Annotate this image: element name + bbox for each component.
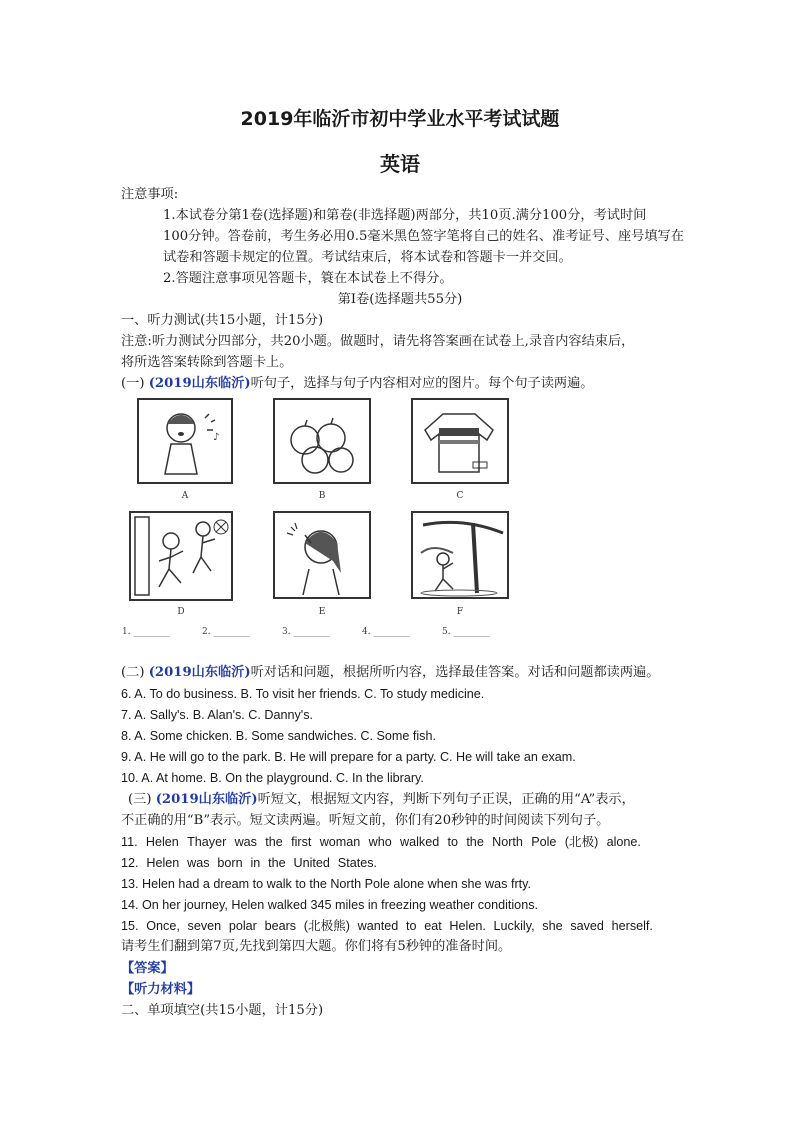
sub3-num: (三) — [128, 792, 152, 807]
picture-c — [411, 398, 509, 484]
picture-d — [129, 511, 233, 601]
picture-f-label: F — [456, 607, 464, 617]
question-11 — [121, 832, 641, 853]
q15-word: she — [542, 919, 563, 933]
section1-note-line1: 注意:听力测试分四部分，共20小题。做题时，请先将答案画在试卷上,录音内容结束后， — [121, 334, 635, 349]
picture-c-label: C — [456, 491, 464, 501]
q15-word: eat — [424, 919, 442, 933]
svg-text:♪: ♪ — [213, 432, 220, 443]
singing-girl-illustration — [139, 400, 231, 482]
sub3-source-tag: (2019山东临沂) — [155, 792, 258, 807]
q15-word: Luckily, — [493, 919, 535, 933]
fruit-illustration — [275, 400, 369, 482]
picture-e — [273, 511, 371, 599]
question-13: 13. Helen had a dream to walk to the North Pole alone when she was frty. — [121, 877, 531, 891]
answer-label: 【答案】 — [121, 961, 174, 976]
q11-word: who — [368, 835, 392, 849]
sub3-text-line1: 听短文，根据短文内容，判断下列句子正误，正确的用“A”表示， — [257, 792, 635, 807]
section1-note-line2: 将所选答案转除到答题卡上。 — [121, 355, 293, 370]
q12-word: in — [250, 856, 261, 870]
q15-word: saved — [570, 919, 604, 933]
q11-word: the — [466, 835, 484, 849]
exam-title: 2019年临沂市初中学业水平考试试题 — [240, 108, 560, 130]
q11-word: Thayer — [187, 835, 227, 849]
listening-material-label: 【听力材料】 — [121, 982, 201, 997]
sub3-instruction-line2: 不正确的用“B”表示。短文读两遍。听短文前，你们有20秒钟的时间阅读下列句子。 — [121, 813, 610, 828]
answer-blank-2[interactable]: 2. ________ — [202, 627, 250, 637]
picture-e-label: E — [318, 607, 326, 617]
question-9: 9. A. He will go to the park. B. He will prepare for a party. C. He will take an exam. — [121, 750, 576, 764]
answer-blank-5[interactable]: 5. ________ — [442, 627, 490, 637]
q11-word: 11. — [121, 835, 138, 849]
tree-climbing-illustration — [413, 513, 507, 597]
question-15 — [121, 916, 653, 937]
q15-word: 15. — [121, 919, 139, 933]
section2-heading: 二、单项填空(共15小题，计15分) — [121, 1003, 324, 1018]
part1-heading: 第I卷(选择题共55分) — [337, 292, 463, 307]
sub3-after-note: 请考生们翻到第7页,先找到第四大题。你们将有5秒钟的准备时间。 — [121, 939, 512, 954]
sub2-text: 听对话和问题，根据所听内容，选择最佳答案。对话和问题都读两遍。 — [250, 665, 660, 680]
q15-word: seven — [187, 919, 222, 933]
running-boy-illustration — [131, 513, 231, 599]
picture-f — [411, 511, 509, 599]
q11-word: walked — [400, 835, 440, 849]
q11-word: the — [265, 835, 283, 849]
notice-item1-line3: 试卷和答题卡规定的位置。考试结束后，将本试卷和答题卡一并交回。 — [163, 250, 572, 265]
sub1-instruction — [121, 373, 683, 394]
q11-word: to — [447, 835, 459, 849]
question-7: 7. A. Sally's. B. Alan's. C. Danny's. — [121, 708, 314, 722]
sub1-num: (一) — [121, 376, 145, 391]
q15-word: polar — [228, 919, 257, 933]
sub2-num: (二) — [121, 665, 145, 680]
sweater-illustration — [413, 400, 507, 482]
question-12 — [121, 853, 377, 874]
notice-item1-line1: 1.本试卷分第1卷(选择题)和第卷(非选择题)两部分，共10页.满分100分，考试时间 — [163, 208, 647, 223]
notice-item2: 2.答题注意事项见答题卡，簑在本试卷上不得分。 — [163, 271, 453, 286]
q15-word: bears — [264, 919, 297, 933]
notice-heading: 注意事项: — [121, 187, 179, 202]
sub2-instruction — [121, 662, 683, 683]
q12-word: born — [217, 856, 243, 870]
sub3-instruction-line1 — [128, 789, 690, 810]
q12-word: was — [187, 856, 210, 870]
q11-word: woman — [319, 835, 361, 849]
answer-blank-1[interactable]: 1. ________ — [122, 627, 170, 637]
question-14: 14. On her journey, Helen walked 345 miles in freezing weather conditions. — [121, 898, 538, 912]
q15-word: (北极熊) — [303, 919, 350, 933]
question-10: 10. A. At home. B. On the playground. C. In the library. — [121, 771, 424, 785]
q11-word: Helen — [145, 835, 179, 849]
q15-word: herself. — [611, 919, 653, 933]
picture-b-label: B — [318, 491, 326, 501]
q11-word: was — [234, 835, 257, 849]
answer-blank-4[interactable]: 4. ________ — [362, 627, 410, 637]
picture-grid — [121, 393, 521, 645]
sub1-source-tag: (2019山东临沂) — [148, 376, 251, 391]
section1-heading: 一、听力测试(共15小题，计15分) — [121, 313, 324, 328]
picture-b — [273, 398, 371, 484]
notice-item1-line2: 100分钟。答卷前，考生务必用0.5毫米黑色签字笔将自己的姓名、准考证号、座号填写在 — [163, 229, 684, 244]
subject-title: 英语 — [380, 152, 420, 176]
sub2-source-tag: (2019山东临沂) — [148, 665, 251, 680]
picture-d-label: D — [177, 607, 185, 617]
q11-word: (北极) — [564, 835, 599, 849]
q11-word: Pole — [531, 835, 557, 849]
q11-word: North — [492, 835, 523, 849]
question-6: 6. A. To do business. B. To visit her friends. C. To study medicine. — [121, 687, 485, 701]
q12-word: United — [293, 856, 330, 870]
girl-headache-illustration — [275, 513, 369, 597]
q15-word: Once, — [146, 919, 180, 933]
sub1-text: 听句子，选择与句子内容相对应的图片。每个句子读两遍。 — [250, 376, 594, 391]
q12-word: Helen — [146, 856, 180, 870]
q12-word: 12. — [121, 856, 139, 870]
q12-word: the — [268, 856, 286, 870]
question-8: 8. A. Some chicken. B. Some sandwiches. C. Some fish. — [121, 729, 436, 743]
q15-word: wanted — [357, 919, 399, 933]
q15-word: Helen. — [449, 919, 486, 933]
picture-a-label: A — [181, 491, 189, 501]
q11-word: first — [291, 835, 312, 849]
q11-word: alone. — [606, 835, 641, 849]
q12-word: States. — [337, 856, 377, 870]
picture-a — [137, 398, 233, 484]
q15-word: to — [405, 919, 417, 933]
answer-blank-3[interactable]: 3. ________ — [282, 627, 330, 637]
